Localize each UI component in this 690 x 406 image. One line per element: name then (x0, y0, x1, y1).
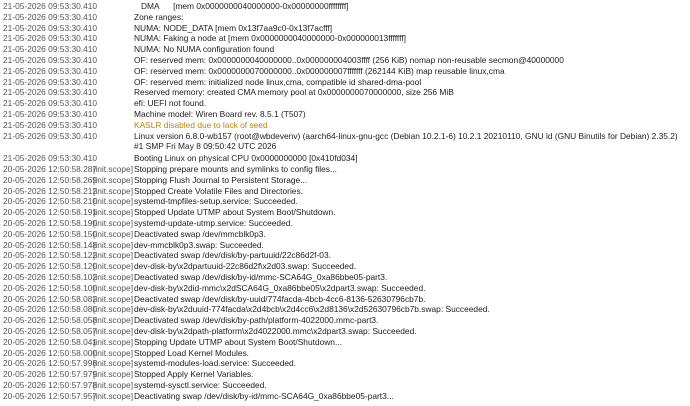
log-row (0, 250, 690, 261)
log-timestamp: 20-05-2026 12:50:58.057 (3, 326, 98, 336)
log-message: Reserved memory: created CMA memory pool at 0x0000000070000000, size 256 MiB (134, 87, 454, 98)
log-message: Stopped Update UTMP about System Boot/Shutdown. (134, 207, 336, 218)
log-timestamp: 20-05-2026 12:50:58.041 (3, 336, 98, 347)
log-timestamp: 20-05-2026 12:50:58.190 (3, 218, 98, 228)
log-row (0, 98, 690, 109)
log-message: Stopping Update UTMP about System Boot/Shutdown... (134, 336, 342, 347)
log-message: DMA [mem 0x0000000040000000-0x00000000ffffffff] (134, 1, 349, 11)
log-unit: [init.scope] (93, 196, 134, 207)
log-message: OF: reserved mem: 0x0000000070000000..0x000000007fffffff (262144 KiB) map reusable linux,cma (134, 65, 505, 76)
log-message: NUMA: No NUMA configuration found (134, 44, 275, 55)
log-unit: [init.scope] (93, 164, 134, 174)
log-timestamp: 20-05-2026 12:50:58.287 (3, 164, 98, 174)
log-row (0, 348, 690, 359)
log-message: Stopped Apply Kernel Variables. (134, 369, 254, 380)
log-message: OF: reserved mem: initialized node linux,cma, compatible id shared-dma-pool (134, 76, 422, 87)
log-row (0, 44, 690, 55)
log-row (0, 1, 690, 12)
log-timestamp: 21-05-2026 09:53:30.410 (3, 109, 98, 119)
log-message: Deactivated swap /dev/disk/by-id/mmc-SCA64G_0xa86bbe05-part3. (134, 272, 388, 282)
log-unit: [init.scope] (93, 358, 134, 369)
log-timestamp: 20-05-2026 12:50:58.120 (3, 261, 98, 272)
log-timestamp: 20-05-2026 12:50:58.269 (3, 174, 98, 185)
log-unit: [init.scope] (93, 207, 134, 218)
log-row (0, 369, 690, 380)
log-row (0, 358, 690, 369)
log-unit: [init.scope] (93, 272, 134, 282)
log-message: systemd-sysctl.service: Succeeded. (134, 380, 267, 390)
log-timestamp: 20-05-2026 12:50:58.000 (3, 347, 98, 358)
log-row (0, 240, 690, 251)
log-message: Deactivated swap /dev/disk/by-path/platform-4022000.mmc-part3. (134, 315, 379, 326)
log-message: Deactivated swap /dev/disk/by-uuid/774facda-4bcb-4cc6-8136-52630796cb7b. (134, 293, 426, 304)
log-timestamp: 21-05-2026 09:53:30.410 (3, 44, 98, 55)
log-unit: [init.scope] (93, 174, 134, 185)
log-timestamp: 21-05-2026 09:53:30.410 (3, 153, 98, 164)
log-row (0, 229, 690, 240)
log-row (0, 109, 690, 120)
log-message: dev-disk-by\x2did-mmc\x2dSCA64G_0xa86bbe05\x2dpart3.swap: Succeeded. (134, 282, 426, 293)
log-row (0, 87, 690, 98)
log-message: Stopped Create Volatile Files and Directories. (134, 185, 303, 196)
log-message: systemd-modules-load.service: Succeeded. (134, 358, 296, 369)
log-unit: [init.scope] (93, 304, 134, 315)
log-timestamp: 20-05-2026 12:50:58.080 (3, 304, 98, 315)
log-unit: [init.scope] (93, 250, 134, 261)
log-row (0, 186, 690, 197)
log-unit: [init.scope] (93, 326, 134, 336)
log-timestamp: 20-05-2026 12:50:58.058 (3, 315, 98, 326)
log-timestamp: 21-05-2026 09:53:30.410 (3, 22, 98, 33)
log-unit: [init.scope] (93, 369, 134, 380)
log-unit: [init.scope] (93, 293, 134, 304)
log-row (0, 315, 690, 326)
log-timestamp: 20-05-2026 12:50:57.998 (3, 358, 98, 369)
log-timestamp: 21-05-2026 09:53:30.410 (3, 76, 98, 87)
log-row (0, 283, 690, 294)
log-unit: [init.scope] (93, 218, 134, 228)
log-message: systemd-update-utmp.service: Succeeded. (134, 218, 293, 228)
log-timestamp: 21-05-2026 09:53:30.410 (3, 87, 98, 98)
log-unit: [init.scope] (93, 239, 134, 250)
log-row (0, 153, 690, 164)
log-timestamp: 20-05-2026 12:50:57.979 (3, 369, 98, 380)
log-unit: [init.scope] (93, 282, 134, 293)
log-timestamp: 20-05-2026 12:50:58.150 (3, 228, 98, 239)
log-message: dev-mmcblk0p3.swap: Succeeded. (134, 239, 264, 250)
log-row (0, 304, 690, 315)
log-row (0, 326, 690, 337)
log-message: NUMA: NODE_DATA [mem 0x13f7aa9c0-0x13f7acfff] (134, 22, 333, 33)
log-timestamp: 21-05-2026 09:53:30.410 (3, 11, 98, 22)
log-row (0, 380, 690, 391)
log-timestamp: 21-05-2026 09:53:30.410 (3, 119, 98, 130)
log-row (0, 77, 690, 88)
log-row (0, 131, 690, 153)
log-message: dev-disk-by\x2dpath-platform\x2d4022000.mmc\x2dpart3.swap: Succeeded. (134, 326, 417, 336)
log-unit: [init.scope] (93, 336, 134, 347)
log-message: NUMA: Faking a node at [mem 0x0000000040000000-0x000000013fffffff] (134, 33, 406, 44)
log-timestamp: 20-05-2026 12:50:58.210 (3, 196, 98, 207)
log-row (0, 207, 690, 218)
log-timestamp: 20-05-2026 12:50:58.191 (3, 207, 98, 218)
log-timestamp: 20-05-2026 12:50:58.148 (3, 239, 98, 250)
log-timestamp: 20-05-2026 12:50:57.957 (3, 390, 98, 401)
log-message: OF: reserved mem: 0x0000000040000000..0x000000004003ffff (256 KiB) nomap non-reusable secmon@40000000 (134, 55, 564, 65)
log-row (0, 196, 690, 207)
log-message: Stopped Load Kernel Modules. (134, 347, 250, 358)
log-row (0, 337, 690, 348)
log-message: Zone ranges: (134, 11, 184, 22)
log-message: Deactivated swap /dev/mmcblk0p3. (134, 228, 266, 239)
log-unit: [init.scope] (93, 261, 134, 272)
log-message: Machine model: Wiren Board rev. 8.5.1 (T507) (134, 109, 306, 119)
log-row (0, 23, 690, 34)
log-timestamp: 21-05-2026 09:53:30.410 (3, 33, 98, 44)
log-row (0, 66, 690, 77)
log-row (0, 120, 690, 131)
log-timestamp: 20-05-2026 12:50:58.122 (3, 250, 98, 261)
log-unit: [init.scope] (93, 185, 134, 196)
log-message: Deactivated swap /dev/disk/by-partuuid/22c86d2f-03. (134, 250, 331, 261)
log-row (0, 12, 690, 23)
log-row (0, 55, 690, 66)
log-unit: [init.scope] (93, 390, 134, 401)
log-timestamp: 21-05-2026 09:53:30.410 (3, 98, 98, 109)
log-timestamp: 21-05-2026 09:53:30.410 (3, 65, 98, 76)
log-row (0, 33, 690, 44)
log-unit: [init.scope] (93, 380, 134, 390)
log-message: Stopping Flush Journal to Persistent Storage... (134, 174, 308, 185)
log-timestamp: 20-05-2026 12:50:57.978 (3, 380, 98, 390)
log-message: Linux version 6.8.0-wb157 (root@wbdevenv) (aarch64-linux-gnu-gcc (Debian 10.2.1-6) 10.2.1 20210110, GNU ld (GNU Binutils for Debian) 2.35.2) #1 SMP Fri May 8 09:50:42 UTC 2026 (134, 130, 678, 152)
log-row (0, 272, 690, 283)
log-message: Stopping prepare mounts and symlinks to config files... (134, 164, 337, 174)
log-message: KASLR disabled due to lack of seed (134, 119, 268, 130)
log-row (0, 218, 690, 229)
log-message: dev-disk-by\x2duuid-774facda\x2d4bcb\x2d4cc6\x2d8136\x2d52630796cb7b.swap: Succeeded. (134, 304, 490, 315)
log-message: dev-disk-by\x2dpartuuid-22c86d2f\x2d03.swap: Succeeded. (134, 261, 357, 272)
log-unit: [init.scope] (93, 347, 134, 358)
log-timestamp: 20-05-2026 12:50:58.100 (3, 282, 98, 293)
log-timestamp: 20-05-2026 12:50:58.102 (3, 272, 98, 282)
log-unit: [init.scope] (93, 228, 134, 239)
log-message: Booting Linux on physical CPU 0x0000000000 [0x410fd034] (134, 153, 358, 164)
log-message: Deactivating swap /dev/disk/by-id/mmc-SCA64G_0xa86bbe05-part3... (134, 390, 394, 401)
log-row (0, 164, 690, 175)
log-timestamp: 21-05-2026 09:53:30.410 (3, 55, 98, 65)
log-row (0, 391, 690, 402)
log-message: efi: UEFI not found. (134, 98, 207, 109)
log-timestamp: 20-05-2026 12:50:58.212 (3, 185, 98, 196)
log-row (0, 175, 690, 186)
log-message: systemd-tmpfiles-setup.service: Succeeded. (134, 196, 298, 207)
log-timestamp: 21-05-2026 09:53:30.410 (3, 1, 98, 11)
log-timestamp: 21-05-2026 09:53:30.410 (3, 130, 98, 141)
log-row (0, 261, 690, 272)
log-unit: [init.scope] (93, 315, 134, 326)
log-timestamp: 20-05-2026 12:50:58.082 (3, 293, 98, 304)
log-row (0, 294, 690, 305)
